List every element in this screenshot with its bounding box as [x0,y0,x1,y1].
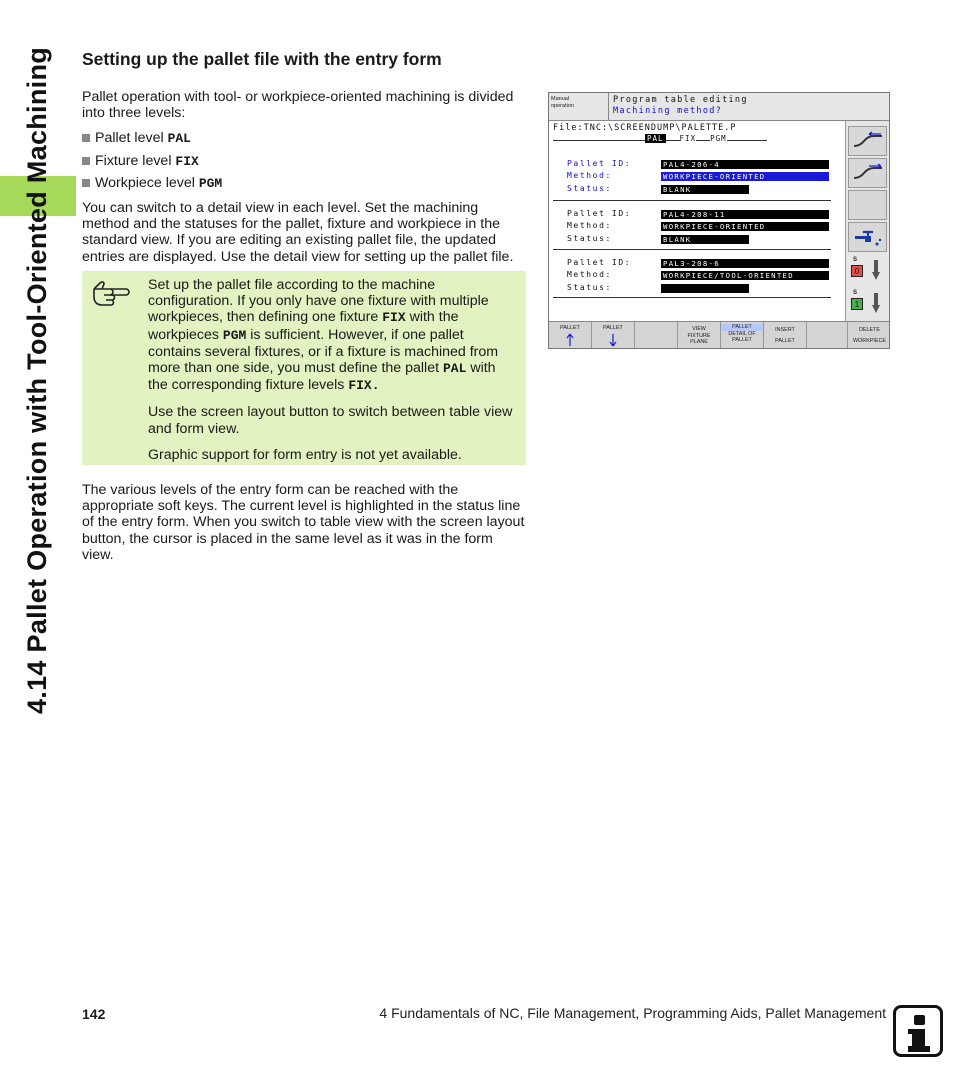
detail-paragraph: You can switch to a detail view in each level. Set the machining method and the statuses for the pallet, fixture and workpiece in the standard view. If you are editing an existing pallet file, the updated entries are displayed. Use the detail view for setting up the pallet file. [82,200,514,265]
note-paragraph-2: Use the screen layout button to switch between table view and form view. [148,404,513,437]
pallet-id-field[interactable]: PAL4-206-4 [661,160,829,169]
intro-paragraph: Pallet operation with tool- or workpiece-oriented machining is divided into three levels: [82,89,514,122]
level-pgm: PGM [710,134,727,143]
operating-mode: Manual operation [549,93,609,121]
entry-form [549,121,846,321]
divider [553,200,831,201]
list-item: Fixture level FIX [82,153,526,170]
level-pal: PAL [647,134,664,143]
section-heading: Setting up the pallet file with the entry form [82,49,442,69]
blank-softkey[interactable] [848,190,887,220]
status-field[interactable]: BLANK [661,185,749,194]
status-field[interactable] [661,284,749,293]
footer-chapter: 4 Fundamentals of NC, File Management, Programming Aids, Pallet Management [379,1005,886,1021]
horizontal-softkeys [549,321,890,349]
pallet-id-field[interactable]: PAL4-208-11 [661,210,829,219]
list-item: Workpiece level PGM [82,175,526,192]
file-path: File:TNC:\SCREENDUMP\PALETTE.P [553,123,737,133]
blank-softkey[interactable] [635,322,678,349]
note-text [148,277,518,473]
page-left-icon[interactable] [848,126,887,156]
blank-softkey[interactable] [807,322,848,349]
pallet-group-3: Pallet ID: PAL3-208-6 Method: WORKPIECE/TOOL-ORIENTED Status: [567,257,837,294]
method-field[interactable]: WORKPIECE-ORIENTED [661,222,829,231]
level-fix: FIX [679,134,697,143]
list-item: Pallet level PAL [82,130,526,147]
level-status-line [553,134,833,143]
insert-pallet-softkey[interactable]: INSERT PALLET [764,322,807,349]
closing-paragraph: The various levels of the entry form can be reached with the appropriate soft keys. The current level is highlighted in the status line of the entry form. When you switch to table view with the screen layout button, the cursor is placed in the same level as it was in the form view. [82,482,525,563]
pallet-down-softkey[interactable]: PALLET [592,322,635,349]
note-paragraph-3: Graphic support for form entry is not yet available. [148,446,462,463]
divider [553,297,831,298]
detail-of-pallet-softkey[interactable]: PALLET DETAIL OF PALLET [721,322,764,349]
method-field[interactable]: WORKPIECE/TOOL-ORIENTED [661,271,829,280]
pallet-id-field[interactable]: PAL3-208-6 [661,259,829,268]
note-box [82,271,526,465]
chapter-side-title: 4.14 Pallet Operation with Tool-Oriented Machining [22,46,53,714]
vertical-softkeys [847,121,889,321]
pallet-group-1: Pallet ID: PAL4-206-4 Method: WORKPIECE-ORIENTED Status: BLANK [567,158,837,195]
pointing-hand-icon [92,279,130,307]
spindle-stop-indicator: S 0 [851,257,885,285]
page-number: 142 [82,1006,106,1022]
view-fixture-plane-softkey[interactable]: VIEW FIXTURE PLANE [678,322,721,349]
main-content [82,48,526,274]
method-field[interactable]: WORKPIECE-ORIENTED [661,172,829,181]
screen-title: Program table editing Machining method? [609,93,889,121]
info-icon [893,1005,943,1057]
status-field[interactable]: BLANK [661,235,749,244]
arrow-up-icon [566,333,574,347]
coolant-icon[interactable] [848,222,887,252]
levels-list [82,130,526,192]
tnc-screenshot [548,92,890,349]
arrow-down-icon [609,333,617,347]
delete-workpiece-softkey[interactable]: DELETE WORKPIECE [848,322,890,349]
divider [553,249,831,250]
pallet-group-2: Pallet ID: PAL4-208-11 Method: WORKPIECE-ORIENTED Status: BLANK [567,208,837,245]
page-right-icon[interactable] [848,158,887,188]
pallet-up-softkey[interactable]: PALLET [549,322,592,349]
spindle-start-indicator: S 1 [851,290,885,318]
note-paragraph-1: Set up the pallet file according to the machine configuration. If you only have one fixture with multiple workpieces, then defining one fixture FIX with the workpieces PGM is sufficient. However, if one pallet contains several fixtures, or if a fixture is machined from more than one side, you must define the pallet PAL with the corresponding fixture levels FIX. [148,277,499,394]
